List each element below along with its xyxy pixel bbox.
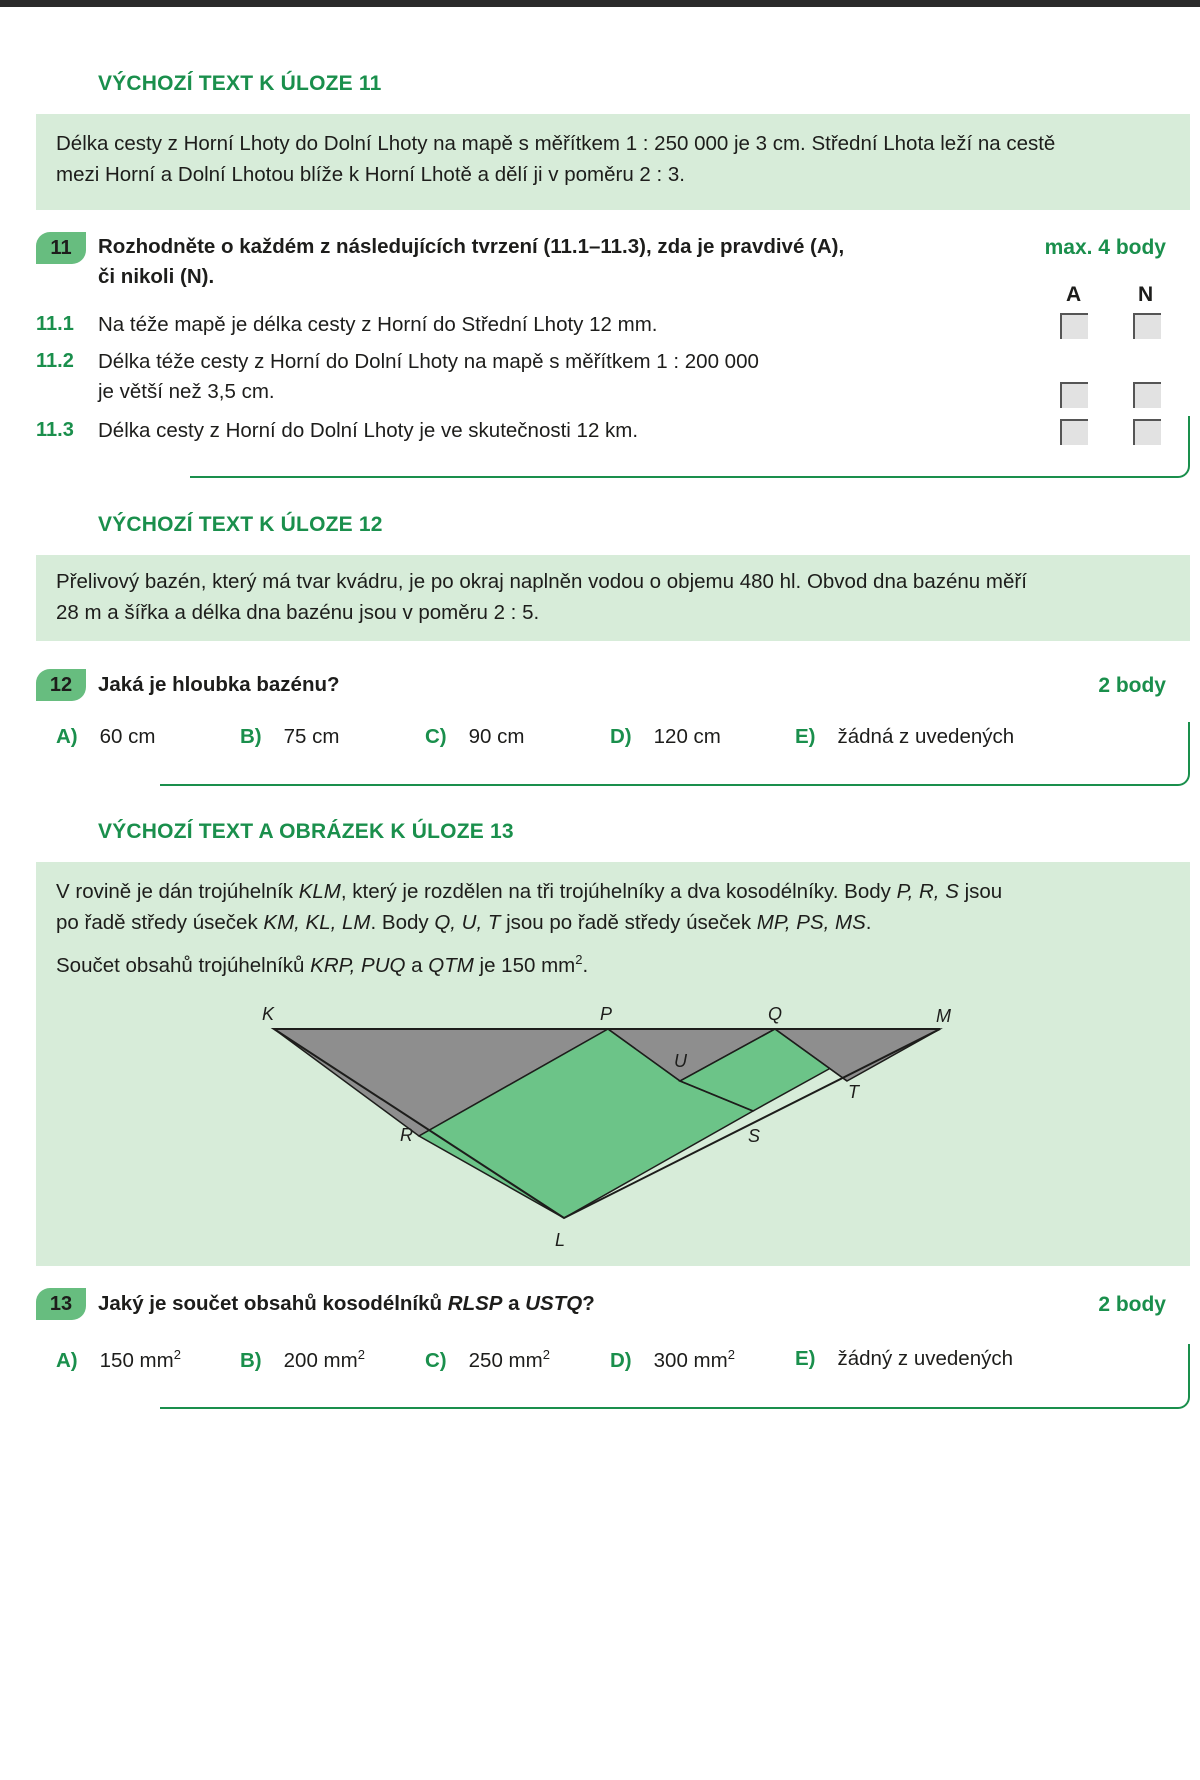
option-value: 60 cm xyxy=(99,725,156,748)
section-13-heading: VÝCHOZÍ TEXT A OBRÁZEK K ÚLOZE 13 xyxy=(98,820,514,843)
section-11-heading: VÝCHOZÍ TEXT K ÚLOZE 11 xyxy=(98,72,382,95)
option-letter: E) xyxy=(795,725,816,748)
task-12-badge: 12 xyxy=(36,669,86,701)
section-12-text-line1: Přelivový bazén, který má tvar kvádru, je po okraj naplněn vodou o objemu 480 hl. Obvod dna bazénu měří xyxy=(56,570,1027,593)
option-letter: C) xyxy=(425,725,447,748)
task-13-option-d[interactable] xyxy=(610,1347,735,1373)
task-11-badge: 11 xyxy=(36,232,86,264)
section-12-heading: VÝCHOZÍ TEXT K ÚLOZE 12 xyxy=(98,513,383,536)
task-12-question: Jaká je hloubka bazénu? xyxy=(98,673,340,696)
label-l: L xyxy=(555,1230,566,1250)
task-11-question-line1: Rozhodněte o každém z následujících tvrzení (11.1–11.3), zda je pravdivé (A), xyxy=(98,235,845,258)
option-letter: D) xyxy=(610,725,632,748)
item-11-2-text-line1: Délka téže cesty z Horní do Dolní Lhoty na mapě s měřítkem 1 : 200 000 xyxy=(98,350,759,373)
option-value: 300 $mm^2$ xyxy=(653,1347,735,1372)
task-13-bracket xyxy=(1174,1344,1190,1409)
label-u: U xyxy=(674,1051,687,1071)
task-13-divider xyxy=(160,1407,1176,1409)
label-s: S xyxy=(748,1126,761,1146)
section-12-text-line2: 28 m a šířka a délka dna bazénu jsou v poměru 2 : 5. xyxy=(56,601,540,624)
label-t: T xyxy=(848,1082,859,1102)
section-13-text-line3: Součet obsahů trojúhelníků KRP, PUQ a QTM je 150 $mm^2$. xyxy=(56,952,589,977)
option-letter: A) xyxy=(56,1348,78,1372)
option-letter: C) xyxy=(425,1348,447,1372)
item-11-3-text: Délka cesty z Horní do Dolní Lhoty je ve skutečnosti 12 km. xyxy=(98,419,639,442)
label-r: R xyxy=(400,1125,413,1145)
option-value: 250 $mm^2$ xyxy=(468,1347,550,1372)
item-11-3-number: 11.3 xyxy=(36,419,74,441)
option-value: 120 cm xyxy=(653,725,721,748)
option-letter: D) xyxy=(610,1348,632,1372)
section-11-text-line1: Délka cesty z Horní Lhoty do Dolní Lhoty na mapě s měřítkem 1 : 250 000 je 3 cm. Střední Lhota leží na cestě xyxy=(56,132,1056,155)
column-n-header: N xyxy=(1138,283,1154,306)
option-letter: E) xyxy=(795,1347,816,1370)
task-13-question: Jaký je součet obsahů kosodélníků RLSP a USTQ? xyxy=(98,1292,595,1315)
option-letter: B) xyxy=(240,1348,262,1372)
task-13-option-a[interactable] xyxy=(56,1347,181,1373)
section-13-text-line1: V rovině je dán trojúhelník KLM, který je rozdělen na tři trojúhelníky a dva kosodélníky. Body P, R, S jsou xyxy=(56,880,1003,903)
task-13-option-e[interactable] xyxy=(795,1347,1013,1371)
option-value: 150 $mm^2$ xyxy=(99,1347,181,1372)
section-11-text-line2: mezi Horní a Dolní Lhotou blíže k Horní Lhotě a dělí ji v poměru 2 : 3. xyxy=(56,163,685,186)
label-k: K xyxy=(262,1004,275,1024)
option-value: 75 cm xyxy=(283,725,340,748)
item-11-2-text-line2: je větší než 3,5 cm. xyxy=(98,380,275,403)
option-value: 200 $mm^2$ xyxy=(283,1347,365,1372)
task-11-points: max. 4 body xyxy=(1044,236,1166,259)
task-13-option-b[interactable] xyxy=(240,1347,365,1373)
task-13-badge: 13 xyxy=(36,1288,86,1320)
task-11-question-line2: či nikoli (N). xyxy=(98,265,215,288)
item-11-1-text: Na téže mapě je délka cesty z Horní do Střední Lhoty 12 mm. xyxy=(98,313,658,336)
task-13-points: 2 body xyxy=(1098,1293,1166,1316)
label-q: Q xyxy=(768,1004,783,1024)
label-m: M xyxy=(936,1006,951,1026)
option-letter: B) xyxy=(240,725,262,748)
option-value: žádná z uvedených xyxy=(837,725,1015,748)
item-11-2-number: 11.2 xyxy=(36,350,74,372)
option-letter: A) xyxy=(56,725,78,748)
task-13-option-c[interactable] xyxy=(425,1347,550,1373)
task-12-points: 2 body xyxy=(1098,674,1166,697)
label-p: P xyxy=(600,1004,613,1024)
item-11-1-number: 11.1 xyxy=(36,313,74,335)
option-value: žádný z uvedených xyxy=(837,1347,1014,1370)
section-13-text-line2: po řadě středy úseček KM, KL, LM. Body Q, U, T jsou po řadě středy úseček MP, PS, MS. xyxy=(56,911,872,934)
option-value: 90 cm xyxy=(468,725,525,748)
column-a-header: A xyxy=(1066,283,1082,306)
